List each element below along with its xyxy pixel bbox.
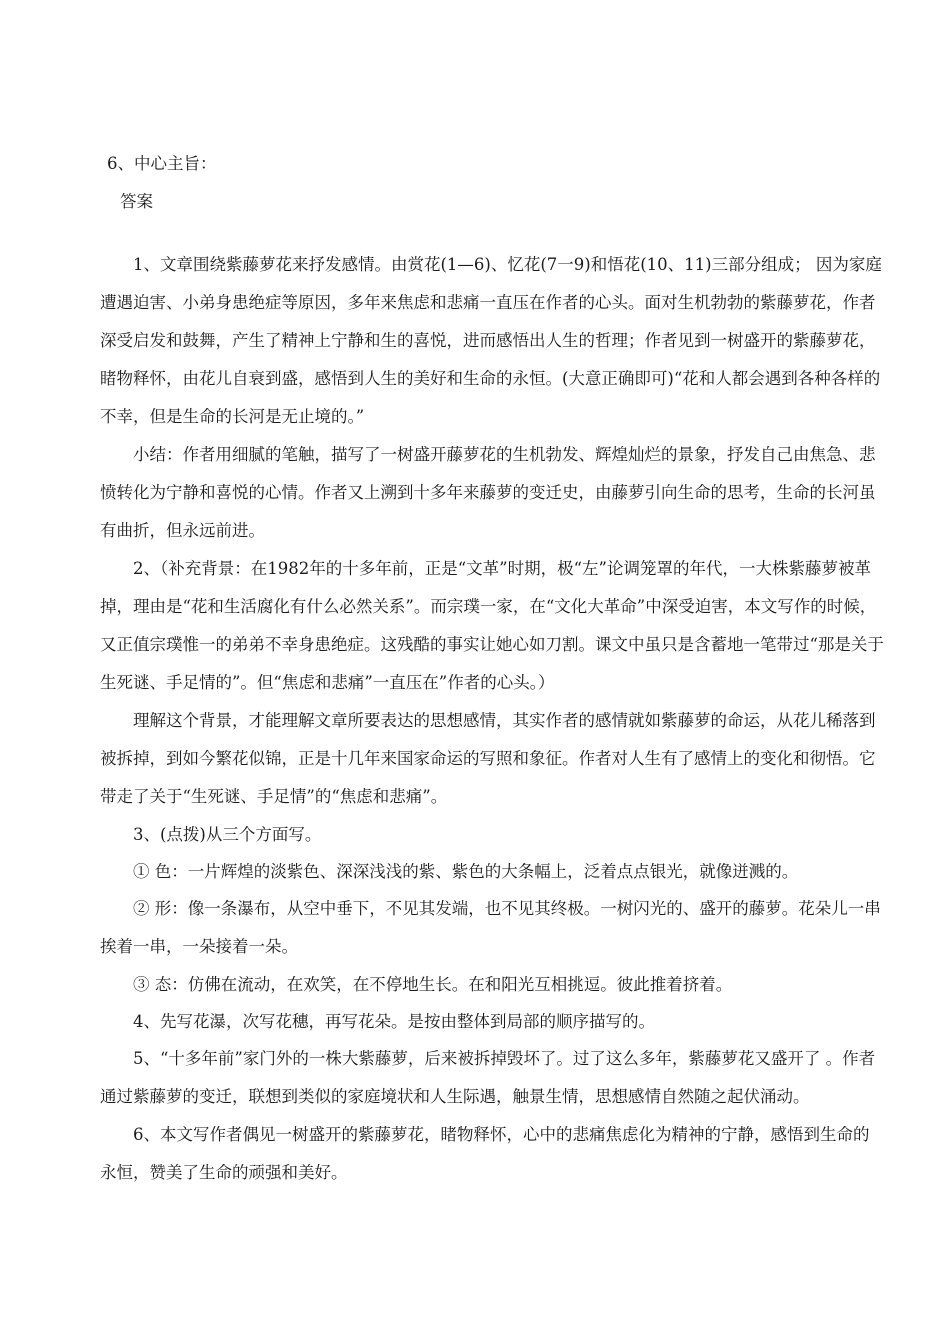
answer-6: 6、本文写作者偶见一树盛开的紫藤萝花，睹物释怀，心中的悲痛焦虑化为精神的宁静，感悟到生命的永恒，赞美了生命的顽强和美好。 [100, 1125, 870, 1182]
answer-5: 5、“十多年前”家门外的一株大紫藤萝，后来被拆掉毁坏了。过了这么多年，紫藤萝花又盛开了 。作者通过紫藤萝的变迁，联想到类似的家庭境状和人生际遇，触景生情，思想感情自然随之起伏涌动。 [100, 1049, 876, 1106]
answer-heading: 答案 [120, 192, 153, 211]
answer-1-block [100, 246, 885, 1192]
answer-2-note: 理解这个背景，才能理解文章所要表达的思想感情，其实作者的感情就如紫藤萝的命运，从花儿稀落到被拆掉，到如今繁花似锦，正是十几年来国家命运的写照和象征。作者对人生有了感情上的变化和彻悟。它带走了关于“生死谜、手足情”的“焦虑和悲痛”。 [100, 711, 876, 806]
answer-4: 4、先写花瀑，次写花穗，再写花朵。是按由整体到局部的顺序描写的。 [133, 1012, 655, 1031]
answer-3-state: ③ 态：仿佛在流动，在欢笑，在不停地生长。在和阳光互相挑逗。彼此推着挤着。 [133, 975, 733, 994]
answer-3: 3、(点拨)从三个方面写。 [133, 825, 322, 844]
answer-1: 1、文章围绕紫藤萝花来抒发感情。由赏花(1—6)、忆花(7一9)和悟花(10、11)三部分组成； 因为家庭遭遇迫害、小弟身患绝症等原因，多年来焦虑和悲痛一直压在作者的心头。面对生机勃勃的紫藤萝花，作者深受启发和鼓舞，产生了精神上宁静和生的喜悦，进而感悟出人生的哲理；作者见到一树盛开的紫藤萝花，睹物释怀，由花儿自衰到盛，感悟到人生的美好和生命的永恒。(大意正确即可)“花和人都会遇到各种各样的不幸，但是生命的长河是无止境的。” [100, 255, 882, 426]
answer-3-shape: ② 形：像一条瀑布，从空中垂下，不见其发端，也不见其终极。一树闪光的、盛开的藤萝。花朵儿一串挨着一串，一朵接着一朵。 [100, 899, 881, 956]
answer-3-color: ① 色：一片辉煌的淡紫色、深深浅浅的紫、紫色的大条幅上，泛着点点银光，就像迸溅的。 [133, 862, 799, 881]
answer-2: 2、（补充背景：在1982年的十多年前，正是“文革”时期，极“左”论调笼罩的年代，一大株紫藤萝被革掉，理由是“花和生活腐化有什么必然关系”。而宗璞一家，在“文化大革命”中深受迫害，本文写作的时候，又正值宗璞惟一的弟弟不幸身患绝症。这残酷的事实让她心如刀割。课文中虽只是含蓄地一笔带过“那是关于生死谜、手足情的”。但“焦虑和悲痛”一直压在”作者的心头。） [100, 559, 884, 692]
question-6-label: 6、中心主旨： [107, 154, 217, 173]
summary-paragraph: 小结：作者用细腻的笔触，描写了一树盛开藤萝花的生机勃发、辉煌灿烂的景象，抒发自己由焦急、悲愤转化为宁静和喜悦的心情。作者又上溯到十多年来藤萝的变迁史，由藤萝引向生命的思考，生命的长河虽有曲折，但永远前进。 [100, 445, 876, 540]
